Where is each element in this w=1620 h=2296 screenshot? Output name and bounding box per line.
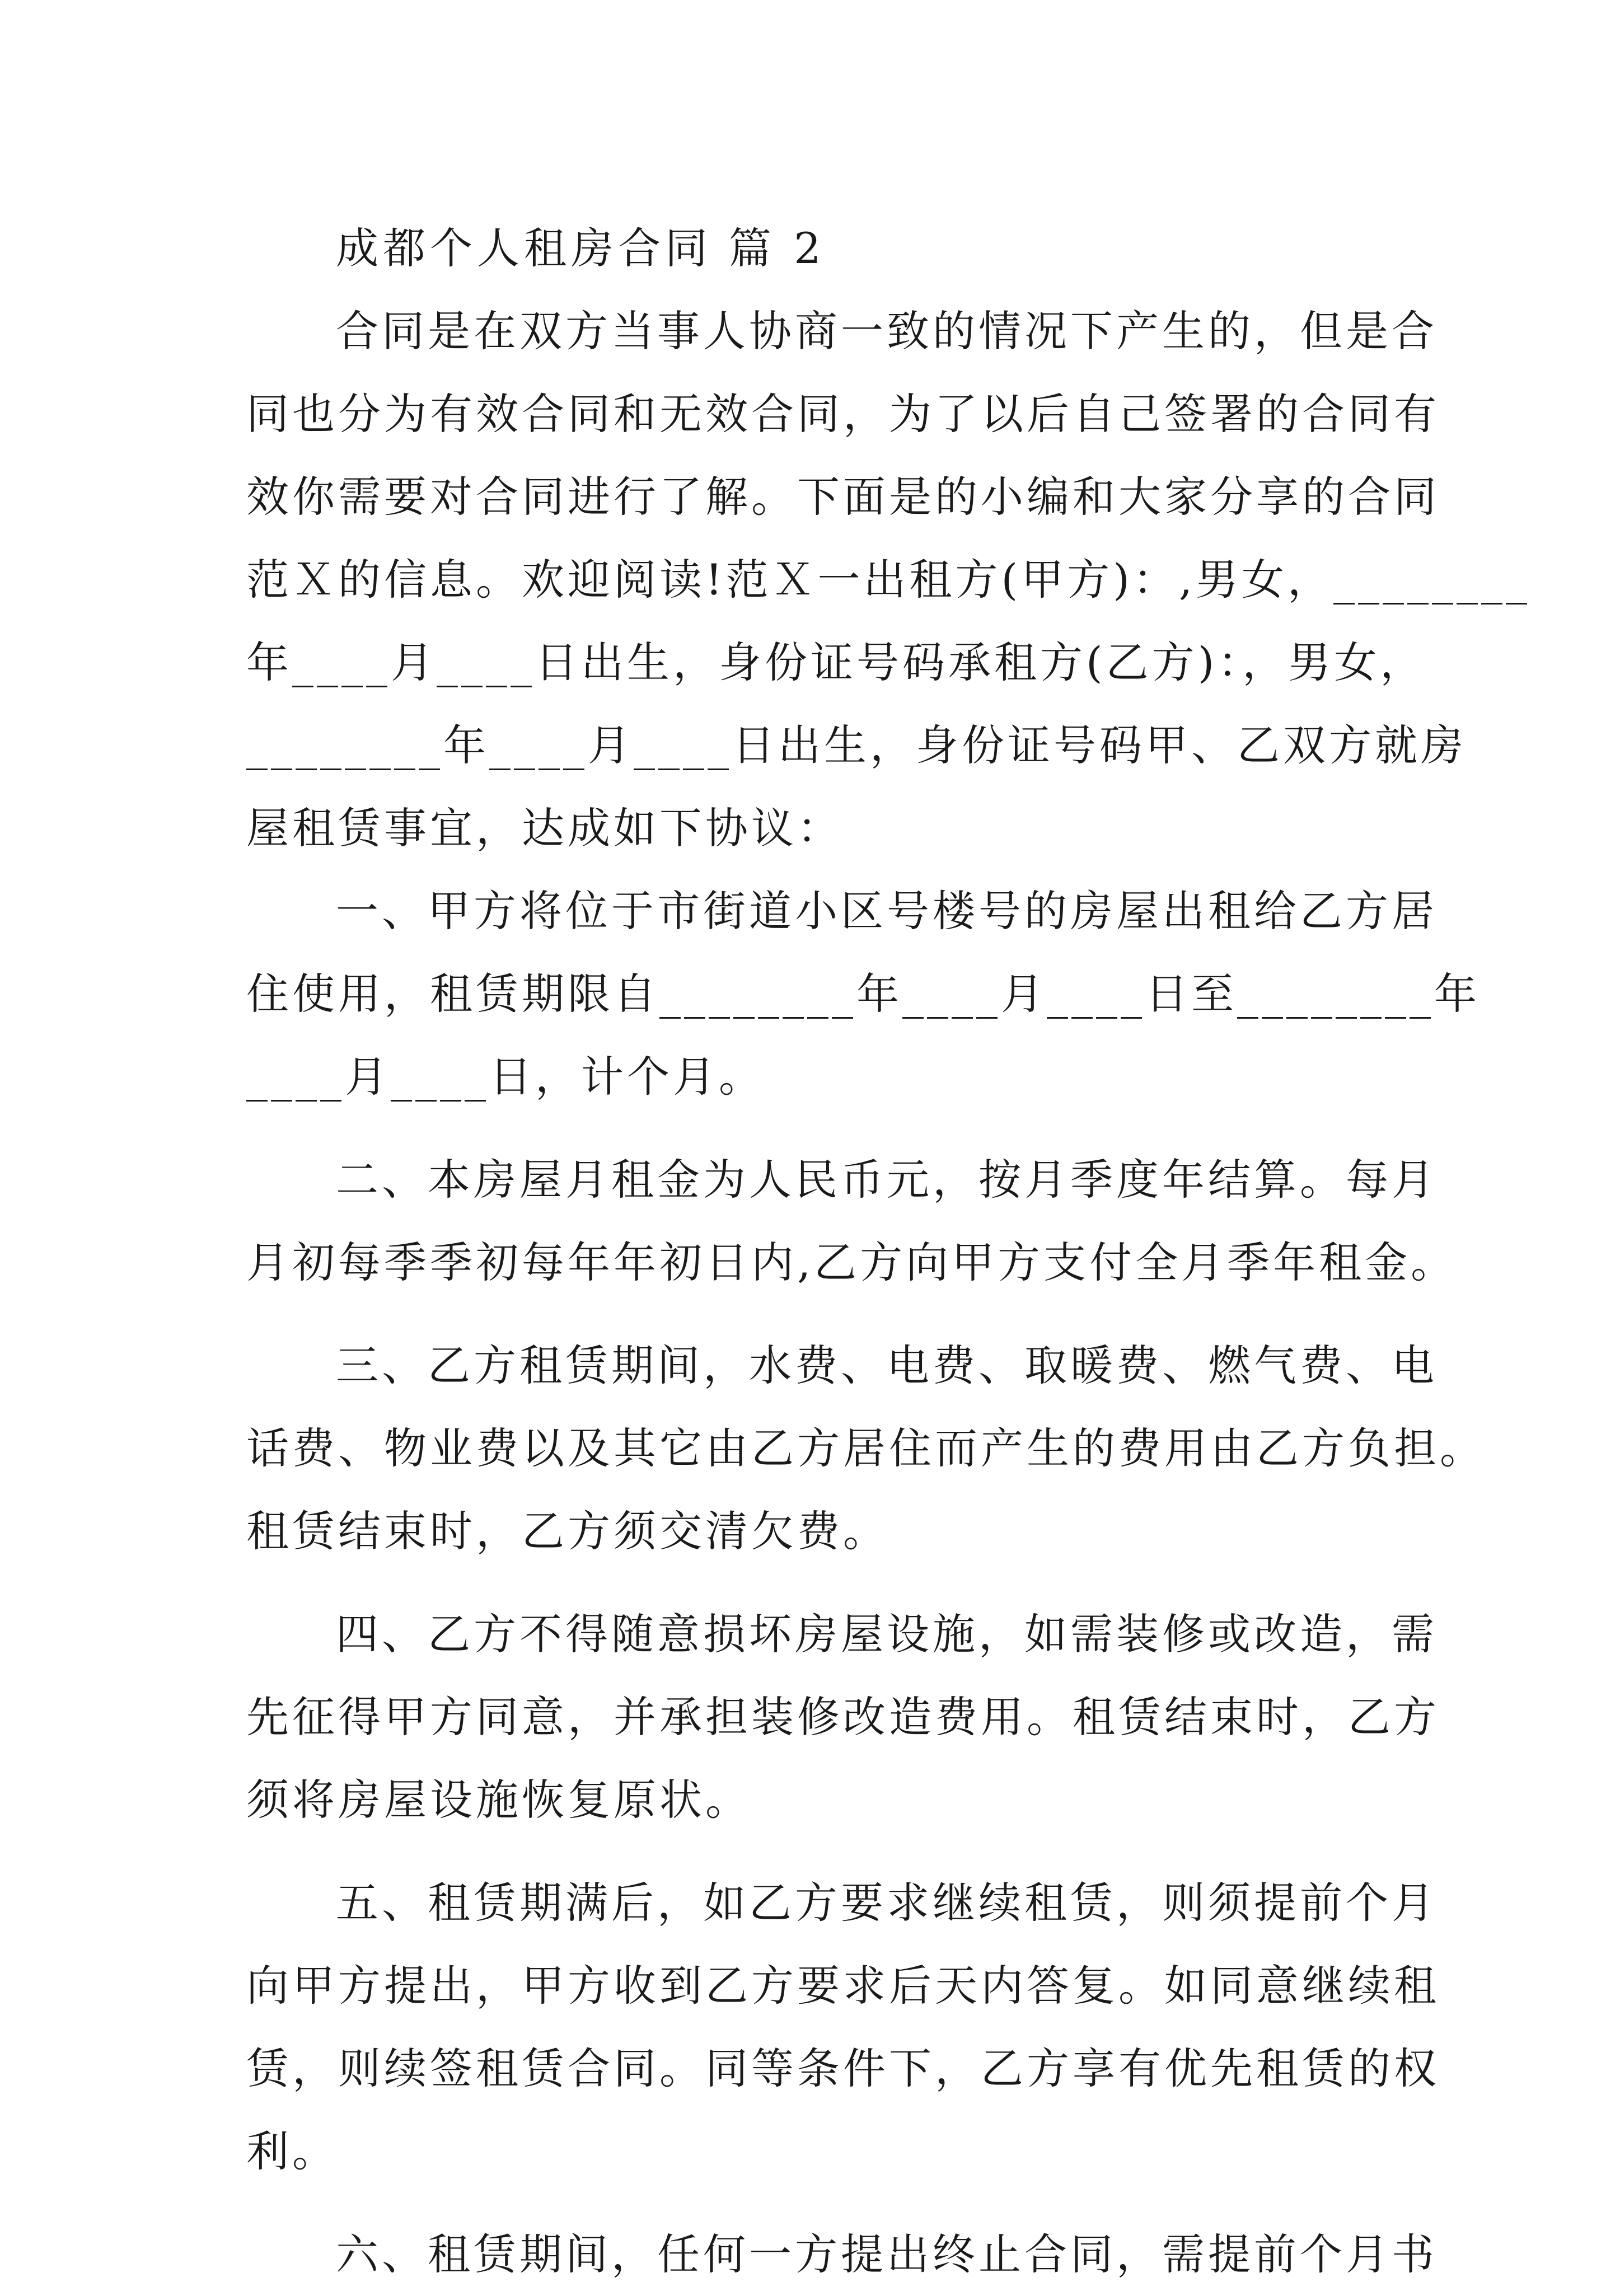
paragraph-line: 四、乙方不得随意损坏房屋设施，如需装修或改造，需 <box>336 1609 1438 1659</box>
paragraph-line: 屋租赁事宜，达成如下协议： <box>246 803 843 853</box>
clause-6 <box>246 2213 1438 2296</box>
paragraph-line: 三、乙方租赁期间，水费、电费、取暖费、燃气费、电 <box>336 1341 1438 1390</box>
paragraph-line: 租赁结束时，乙方须交清欠费。 <box>246 1506 889 1556</box>
clause-1 <box>246 870 1480 1118</box>
paragraph-line: 向甲方提出，甲方收到乙方要求后天内答复。如同意继续租 <box>246 1961 1440 2011</box>
document-title <box>246 207 1377 290</box>
paragraph-line: 话费、物业费以及其它由乙方居住而产生的费用由乙方负担。 <box>246 1423 1486 1473</box>
paragraph-line: 同也分为有效合同和无效合同，为了以后自己签署的合同有 <box>246 389 1440 439</box>
intro-paragraph <box>246 290 1530 870</box>
paragraph-line: ________年____月____日出生，身份证号码甲、乙双方就房 <box>246 720 1467 770</box>
paragraph-line: ____月____日，计个月。 <box>246 1052 765 1102</box>
paragraph-line: 须将房屋设施恢复原状。 <box>246 1775 751 1825</box>
paragraph-line: 先征得甲方同意，并承担装修改造费用。租赁结束时，乙方 <box>246 1692 1440 1742</box>
clause-3 <box>246 1324 1486 1573</box>
paragraph-line: 年____月____日出生，身份证号码承租方(乙方)：，男女， <box>246 638 1426 687</box>
paragraph-line: 五、租赁期满后，如乙方要求继续租赁，则须提前个月 <box>336 1878 1438 1928</box>
clause-2 <box>246 1138 1457 1304</box>
paragraph-line: 月初每季季初每年年初日内,乙方向甲方支付全月季年租金。 <box>246 1238 1457 1287</box>
paragraph-line: 赁，则续签租赁合同。同等条件下，乙方享有优先租赁的权 <box>246 2044 1440 2093</box>
paragraph-line: 住使用，租赁期限自________年____月____日至________年 <box>246 969 1480 1019</box>
paragraph-line: 效你需要对合同进行了解。下面是的小编和大家分享的合同 <box>246 472 1440 522</box>
paragraph-line: 利。 <box>246 2126 338 2176</box>
paragraph-line: 六、租赁期间，任何一方提出终止合同，需提前个月书 <box>336 2229 1438 2279</box>
chapter-label: 篇 2 <box>729 223 826 273</box>
paragraph-line: 合同是在双方当事人协商一致的情况下产生的，但是合 <box>336 306 1438 356</box>
paragraph-line: 范Ｘ的信息。欢迎阅读!范Ｘ一出租方(甲方)：,男女，________ <box>246 555 1530 605</box>
title-text: 成都个人租房合同 <box>336 223 712 273</box>
clause-4 <box>246 1593 1440 1842</box>
document-body <box>246 207 1530 2296</box>
paragraph-line: 二、本房屋月租金为人民币元，按月季度年结算。每月 <box>336 1155 1438 1205</box>
clause-5 <box>246 1862 1440 2193</box>
paragraph-line: 一、甲方将位于市街道小区号楼号的房屋出租给乙方居 <box>336 886 1438 936</box>
